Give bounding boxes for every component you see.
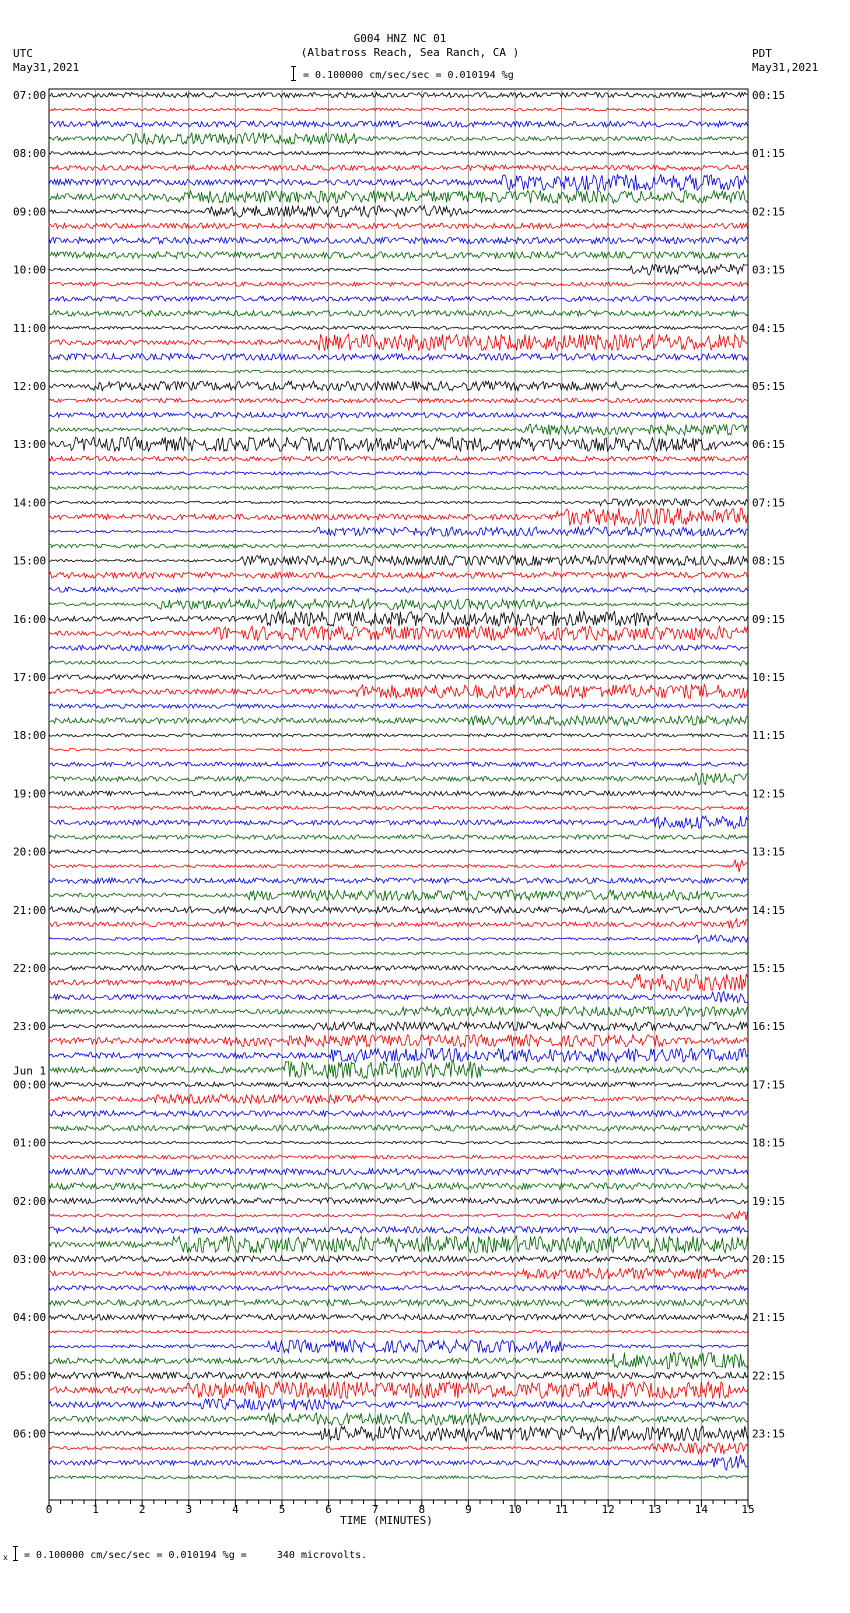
seismic-trace <box>49 1198 748 1204</box>
seismic-trace <box>49 381 748 390</box>
utc-hour-label: 16:00 <box>13 612 47 626</box>
seismic-trace <box>49 992 748 1003</box>
seismic-trace <box>49 587 748 592</box>
utc-hour-label: 10:00 <box>13 263 47 277</box>
scale-legend: = 0.100000 cm/sec/sec = 0.010194 %g <box>303 70 514 81</box>
x-tick-label: 9 <box>465 1503 472 1516</box>
seismic-trace <box>49 806 748 810</box>
pdt-hour-label: 07:15 <box>752 496 786 510</box>
seismic-trace <box>49 544 748 548</box>
seismic-trace <box>49 816 748 828</box>
x-tick-label: 11 <box>554 1503 569 1516</box>
seismic-trace <box>49 1094 748 1104</box>
seismic-trace <box>49 919 748 928</box>
pdt-hour-label: 03:15 <box>752 263 786 277</box>
pdt-hour-label: 11:15 <box>752 729 786 743</box>
seismic-trace <box>49 1155 748 1159</box>
seismic-trace <box>49 626 748 640</box>
seismic-trace <box>49 850 748 853</box>
seismic-trace <box>49 472 748 475</box>
seismic-trace <box>49 684 748 698</box>
seismic-trace <box>49 935 748 942</box>
pdt-hour-label: 16:15 <box>752 1020 786 1034</box>
seismic-trace <box>49 121 748 127</box>
seismic-trace <box>49 1330 748 1333</box>
seismic-trace <box>49 1141 748 1144</box>
utc-hour-label: 07:00 <box>13 89 47 102</box>
seismic-trace <box>49 264 748 275</box>
seismic-trace <box>49 206 748 217</box>
seismic-trace <box>49 860 748 873</box>
utc-hour-label: 13:00 <box>13 438 47 452</box>
x-tick-label: 7 <box>371 1503 379 1516</box>
seismic-trace <box>49 1413 748 1425</box>
seismic-trace <box>49 334 748 351</box>
seismic-trace <box>49 572 748 578</box>
utc-hour-label: 15:00 <box>13 554 47 568</box>
x-tick-label: 1 <box>92 1503 99 1516</box>
seismic-trace <box>49 1227 748 1233</box>
pdt-hour-label: 00:15 <box>752 89 786 102</box>
seismic-trace <box>49 191 748 204</box>
seismic-trace <box>49 773 748 784</box>
seismic-trace <box>49 966 748 971</box>
seismic-trace <box>49 1268 748 1280</box>
utc-hour-label: 01:00 <box>13 1136 47 1150</box>
utc-hour-label: 00:00 <box>13 1078 47 1092</box>
seismic-trace <box>49 398 748 402</box>
seismic-trace <box>49 282 748 286</box>
seismic-trace <box>49 835 748 840</box>
pdt-hour-label: 13:15 <box>752 845 786 859</box>
pdt-hour-label: 04:15 <box>752 321 786 335</box>
utc-hour-label: 08:00 <box>13 147 47 161</box>
pdt-hour-label: 18:15 <box>752 1136 786 1150</box>
x-tick-label: 2 <box>138 1503 146 1516</box>
seismic-trace <box>49 437 748 451</box>
seismic-trace <box>49 1443 748 1454</box>
pdt-hour-label: 09:15 <box>752 612 786 626</box>
seismic-trace <box>49 952 748 955</box>
x-tick-label: 10 <box>508 1503 522 1516</box>
left-date: May31,2021 <box>13 61 80 74</box>
x-tick-label: 5 <box>278 1503 286 1516</box>
seismic-trace <box>49 1372 748 1379</box>
seismic-trace <box>49 326 748 329</box>
station-location: (Albatross Reach, Sea Ranch, CA ) <box>300 46 520 59</box>
seismic-trace <box>49 675 748 680</box>
utc-hour-label: 05:00 <box>13 1369 47 1383</box>
x-tick-label: 14 <box>694 1503 709 1516</box>
seismic-trace <box>49 1022 748 1031</box>
seismic-trace <box>49 252 748 259</box>
seismic-trace <box>49 151 748 155</box>
seismic-trace <box>49 878 748 884</box>
seismic-trace <box>49 174 748 190</box>
seismic-trace <box>49 599 748 609</box>
x-tick-label: 15 <box>741 1503 755 1516</box>
seismic-trace <box>49 1399 748 1411</box>
seismic-trace <box>49 1256 748 1262</box>
seismic-trace <box>49 527 748 536</box>
pdt-hour-label: 20:15 <box>752 1253 786 1266</box>
x-axis-label: TIME (MINUTES) <box>340 1514 433 1527</box>
utc-hour-label: 04:00 <box>13 1311 47 1325</box>
seismic-trace <box>49 1169 748 1175</box>
seismic-trace <box>49 165 748 170</box>
seismic-trace <box>49 1382 748 1399</box>
seismic-trace <box>49 645 748 650</box>
pdt-hour-label: 08:15 <box>752 554 786 568</box>
seismic-trace <box>49 1111 748 1117</box>
left-timezone: UTC <box>13 47 33 60</box>
seismic-trace <box>49 611 748 626</box>
x-tick-label: 4 <box>232 1503 239 1516</box>
seismic-trace <box>49 1035 748 1047</box>
pdt-hour-label: 17:15 <box>752 1078 786 1092</box>
seismic-trace <box>49 762 748 766</box>
footer-scale-note: = 0.100000 cm/sec/sec = 0.010194 %g = 340 microvolts. <box>24 1550 368 1561</box>
seismic-trace <box>49 890 748 900</box>
pdt-hour-label: 14:15 <box>752 903 786 917</box>
seismic-trace <box>49 310 748 316</box>
seismic-trace <box>49 907 748 914</box>
x-tick-label: 12 <box>601 1503 615 1516</box>
x-tick-label: 6 <box>325 1503 332 1516</box>
seismic-trace <box>49 1048 748 1062</box>
seismic-trace <box>49 974 748 991</box>
utc-hour-label: 19:00 <box>13 787 47 801</box>
seismic-trace <box>49 508 748 525</box>
seismic-trace <box>49 354 748 361</box>
seismic-trace <box>49 499 748 506</box>
utc-hour-label: 18:00 <box>13 729 47 743</box>
seismic-trace <box>49 734 748 737</box>
utc-hour-label: 17:00 <box>13 671 47 684</box>
station-title: G004 HNZ NC 01 <box>353 32 447 45</box>
seismic-trace <box>49 1353 748 1369</box>
pdt-hour-label: 22:15 <box>752 1369 786 1383</box>
pdt-hour-label: 21:15 <box>752 1311 786 1325</box>
seismic-trace <box>49 412 748 417</box>
seismic-trace <box>49 456 748 461</box>
seismic-trace <box>49 486 748 489</box>
seismic-trace <box>49 92 748 97</box>
pdt-hour-label: 02:15 <box>752 205 786 219</box>
day-change-label: Jun 1 <box>13 1064 47 1078</box>
utc-hour-label: 02:00 <box>13 1194 47 1208</box>
seismic-trace <box>49 133 748 144</box>
seismic-trace <box>49 237 748 243</box>
seismic-trace <box>49 1124 748 1131</box>
x-tick-label: 3 <box>185 1503 193 1516</box>
seismic-trace <box>49 1340 748 1353</box>
seismic-trace <box>49 1082 748 1087</box>
right-date: May31,2021 <box>752 61 819 74</box>
pdt-hour-label: 15:15 <box>752 962 786 975</box>
seismic-trace <box>49 1286 748 1291</box>
utc-hour-label: 21:00 <box>13 903 47 917</box>
pdt-hour-label: 05:15 <box>752 380 786 393</box>
seismic-trace <box>49 749 748 752</box>
pdt-hour-label: 12:15 <box>752 787 786 801</box>
seismic-trace <box>49 704 748 708</box>
utc-hour-label: 23:00 <box>13 1020 47 1034</box>
seismic-trace <box>49 223 748 228</box>
right-timezone: PDT <box>752 47 772 60</box>
seismic-trace <box>49 1007 748 1017</box>
pdt-hour-label: 10:15 <box>752 671 786 684</box>
seismic-trace <box>49 424 748 435</box>
pdt-hour-label: 19:15 <box>752 1194 786 1208</box>
seismic-trace <box>49 1455 748 1470</box>
pdt-hour-label: 06:15 <box>752 438 786 452</box>
seismic-trace <box>49 1314 748 1320</box>
utc-hour-label: 20:00 <box>13 845 47 859</box>
seismic-trace <box>49 556 748 566</box>
x-tick-label: 13 <box>648 1503 662 1516</box>
footer-scale-bar-icon <box>15 1546 16 1561</box>
seismic-trace <box>49 716 748 726</box>
utc-hour-label: 11:00 <box>13 321 47 335</box>
footer-mark: x <box>3 1553 8 1562</box>
seismic-trace <box>49 296 748 301</box>
seismic-trace <box>49 1061 748 1079</box>
seismic-trace <box>49 1426 748 1441</box>
seismic-trace <box>49 1476 748 1479</box>
x-tick-label: 8 <box>418 1503 426 1516</box>
utc-hour-label: 22:00 <box>13 962 47 975</box>
seismic-trace <box>49 108 748 111</box>
pdt-hour-label: 01:15 <box>752 147 786 161</box>
seismic-trace <box>49 370 748 373</box>
pdt-hour-label: 23:15 <box>752 1427 786 1441</box>
seismic-trace <box>49 1211 748 1220</box>
utc-hour-label: 12:00 <box>13 380 47 393</box>
seismic-trace <box>49 1236 748 1253</box>
seismic-trace <box>49 1300 748 1306</box>
seismic-trace <box>49 661 748 666</box>
x-tick-label: 0 <box>45 1503 53 1516</box>
seismic-trace <box>49 791 748 796</box>
utc-hour-label: 06:00 <box>13 1427 47 1441</box>
seismic-trace <box>49 1183 748 1190</box>
utc-hour-label: 03:00 <box>13 1253 47 1266</box>
utc-hour-label: 14:00 <box>13 496 47 510</box>
utc-hour-label: 09:00 <box>13 205 47 219</box>
